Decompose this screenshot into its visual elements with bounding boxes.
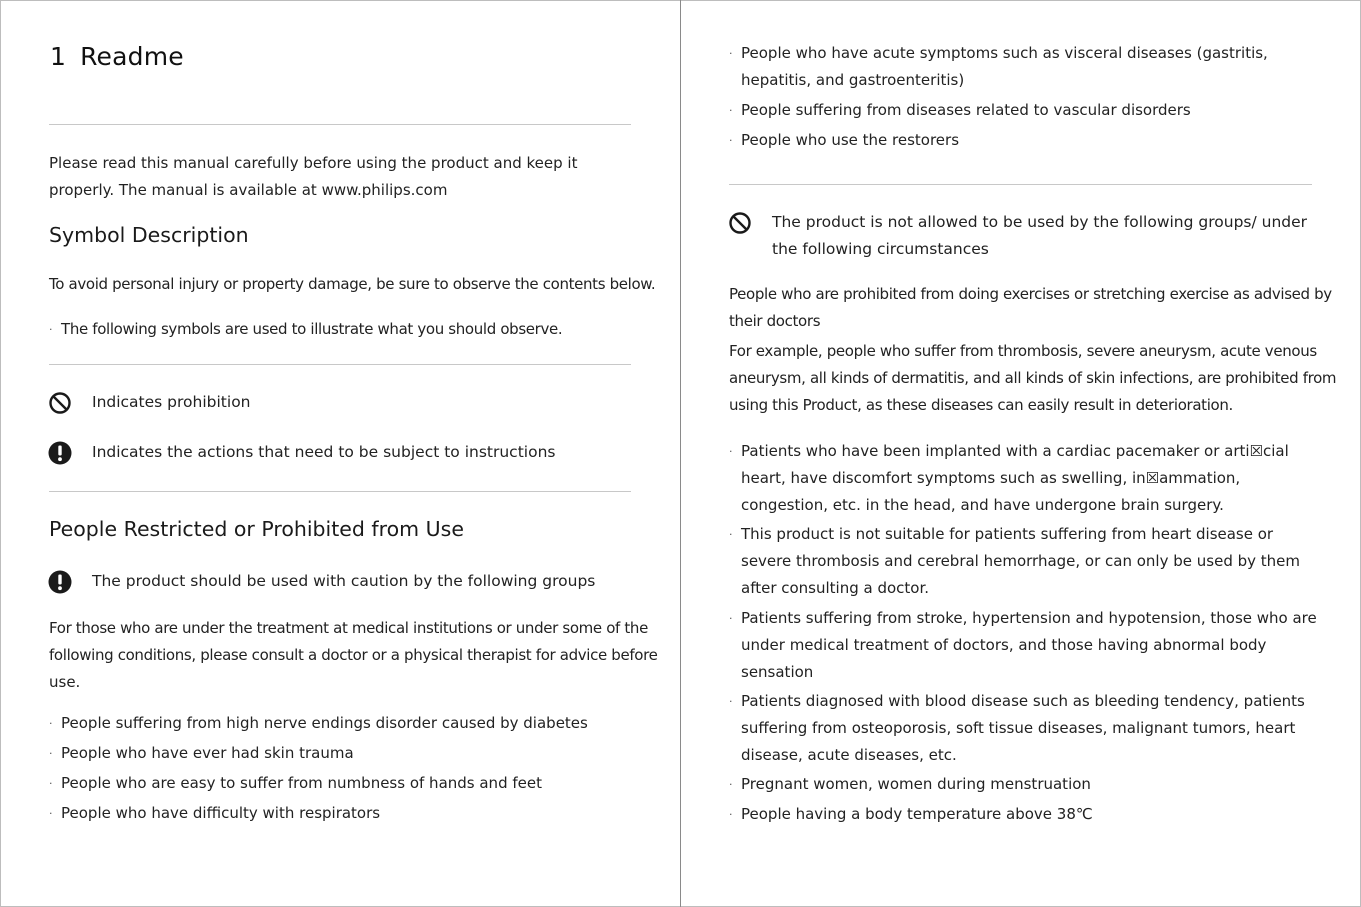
icons-rule <box>49 491 631 492</box>
list-item-text: Pregnant women, women during menstruation <box>741 775 1091 793</box>
list-item-continuation: heart, have discomfort symptoms such as swelling, in☒ammation, <box>741 469 1241 487</box>
intro-line-1: Please read this manual carefully before using the product and keep it <box>49 154 578 172</box>
list-item-text: People having a body temperature above 38℃ <box>741 805 1093 823</box>
treatment-line-1: For those who are under the treatment at medical institutions or under some of the <box>49 619 648 637</box>
list-item <box>729 97 1191 124</box>
list-item <box>729 605 1317 632</box>
list-item <box>729 688 1305 715</box>
prohibition-icon <box>48 391 72 415</box>
example-line-2: aneurysm, all kinds of dermatitis, and all kinds of skin infections, are prohibited from <box>729 369 1337 387</box>
example-line-1: For example, people who suffer from thrombosis, severe aneurysm, acute venous <box>729 342 1317 360</box>
list-item-continuation: hepatitis, and gastroenteritis) <box>741 71 965 89</box>
instruction-label: Indicates the actions that need to be subject to instructions <box>92 443 556 461</box>
list-item-text: People who are easy to suffer from numbness of hands and feet <box>61 774 542 792</box>
symbol-description-heading: Symbol Description <box>49 223 249 247</box>
bullet-dot: · <box>729 47 733 60</box>
bullet-dot: · <box>729 134 733 147</box>
treatment-line-2: following conditions, please consult a doctor or a physical therapist for advice before <box>49 646 658 664</box>
list-item-text: People who have acute symptoms such as visceral diseases (gastritis, <box>741 44 1268 62</box>
list-item <box>729 771 1091 798</box>
treatment-line-3: use. <box>49 673 81 691</box>
bullet-dot: · <box>729 445 733 458</box>
list-item <box>49 770 542 797</box>
prohibited-line-1: People who are prohibited from doing exercises or stretching exercise as advised by <box>729 285 1332 303</box>
intro-line-2: properly. The manual is available at www.philips.com <box>49 181 448 199</box>
bullet-dot: · <box>729 528 733 541</box>
example-line-3: using this Product, as these diseases can easily result in deterioration. <box>729 396 1233 414</box>
prohibition-label: Indicates prohibition <box>92 393 251 411</box>
list-item-continuation: under medical treatment of doctors, and those having abnormal body <box>741 636 1267 654</box>
restricted-heading: People Restricted or Prohibited from Use <box>49 517 464 541</box>
list-item <box>729 438 1289 465</box>
not-allowed-line-2: the following circumstances <box>772 240 989 258</box>
exclamation-icon <box>48 570 72 594</box>
title-rule <box>49 124 631 125</box>
not-allowed-line-1: The product is not allowed to be used by the following groups/ under <box>772 213 1308 231</box>
section-number: 1 <box>50 42 67 71</box>
list-item <box>49 710 588 737</box>
symbols-bullet <box>49 316 563 343</box>
list-item-text: People who have difficulty with respirators <box>61 804 381 822</box>
symbols-rule <box>49 364 631 365</box>
exclamation-icon <box>48 441 72 465</box>
list-item-text: Patients who have been implanted with a cardiac pacemaker or arti☒cial <box>741 442 1289 460</box>
prohibition-icon <box>728 211 752 235</box>
list-item <box>729 521 1274 548</box>
prohibited-line-2: their doctors <box>729 312 821 330</box>
list-item-continuation: suffering from osteoporosis, soft tissue diseases, malignant tumors, heart <box>741 719 1296 737</box>
list-item-continuation: congestion, etc. in the head, and have undergone brain surgery. <box>741 496 1224 514</box>
list-item-text: People suffering from high nerve endings disorder caused by diabetes <box>61 714 588 732</box>
list-item <box>729 40 1268 67</box>
list-item <box>49 800 381 827</box>
avoid-text: To avoid personal injury or property damage, be sure to observe the contents below. <box>49 275 656 293</box>
bullet-dot: · <box>729 695 733 708</box>
list-item-continuation: sensation <box>741 663 814 681</box>
list-item-text: Patients suffering from stroke, hypertension and hypotension, those who are <box>741 609 1317 627</box>
bullet-dot: · <box>49 777 53 790</box>
bullet-dot: · <box>49 323 53 336</box>
bullet-dot: · <box>49 747 53 760</box>
list-item-continuation: severe thrombosis and cerebral hemorrhage, or can only be used by them <box>741 552 1300 570</box>
list-item-continuation: after consulting a doctor. <box>741 579 930 597</box>
list-item <box>729 801 1093 828</box>
section-title <box>50 42 184 71</box>
list-item-text: People who use the restorers <box>741 131 960 149</box>
bullet-dot: · <box>729 104 733 117</box>
page-divider <box>680 0 681 907</box>
list-item-text: This product is not suitable for patients suffering from heart disease or <box>741 525 1274 543</box>
section-title-text: Readme <box>80 42 184 71</box>
list-item <box>729 127 960 154</box>
list-item-continuation: disease, acute diseases, etc. <box>741 746 957 764</box>
bullet-dot: · <box>729 612 733 625</box>
bullet-dot: · <box>729 808 733 821</box>
list-item-text: People who have ever had skin trauma <box>61 744 354 762</box>
list-item-text: Patients diagnosed with blood disease such as bleeding tendency, patients <box>741 692 1305 710</box>
caution-label: The product should be used with caution by the following groups <box>92 572 596 590</box>
right-top-rule <box>729 184 1312 185</box>
symbols-bullet-text: The following symbols are used to illustrate what you should observe. <box>61 320 563 338</box>
list-item-text: People suffering from diseases related to vascular disorders <box>741 101 1191 119</box>
list-item <box>49 740 354 767</box>
bullet-dot: · <box>729 778 733 791</box>
bullet-dot: · <box>49 807 53 820</box>
bullet-dot: · <box>49 717 53 730</box>
